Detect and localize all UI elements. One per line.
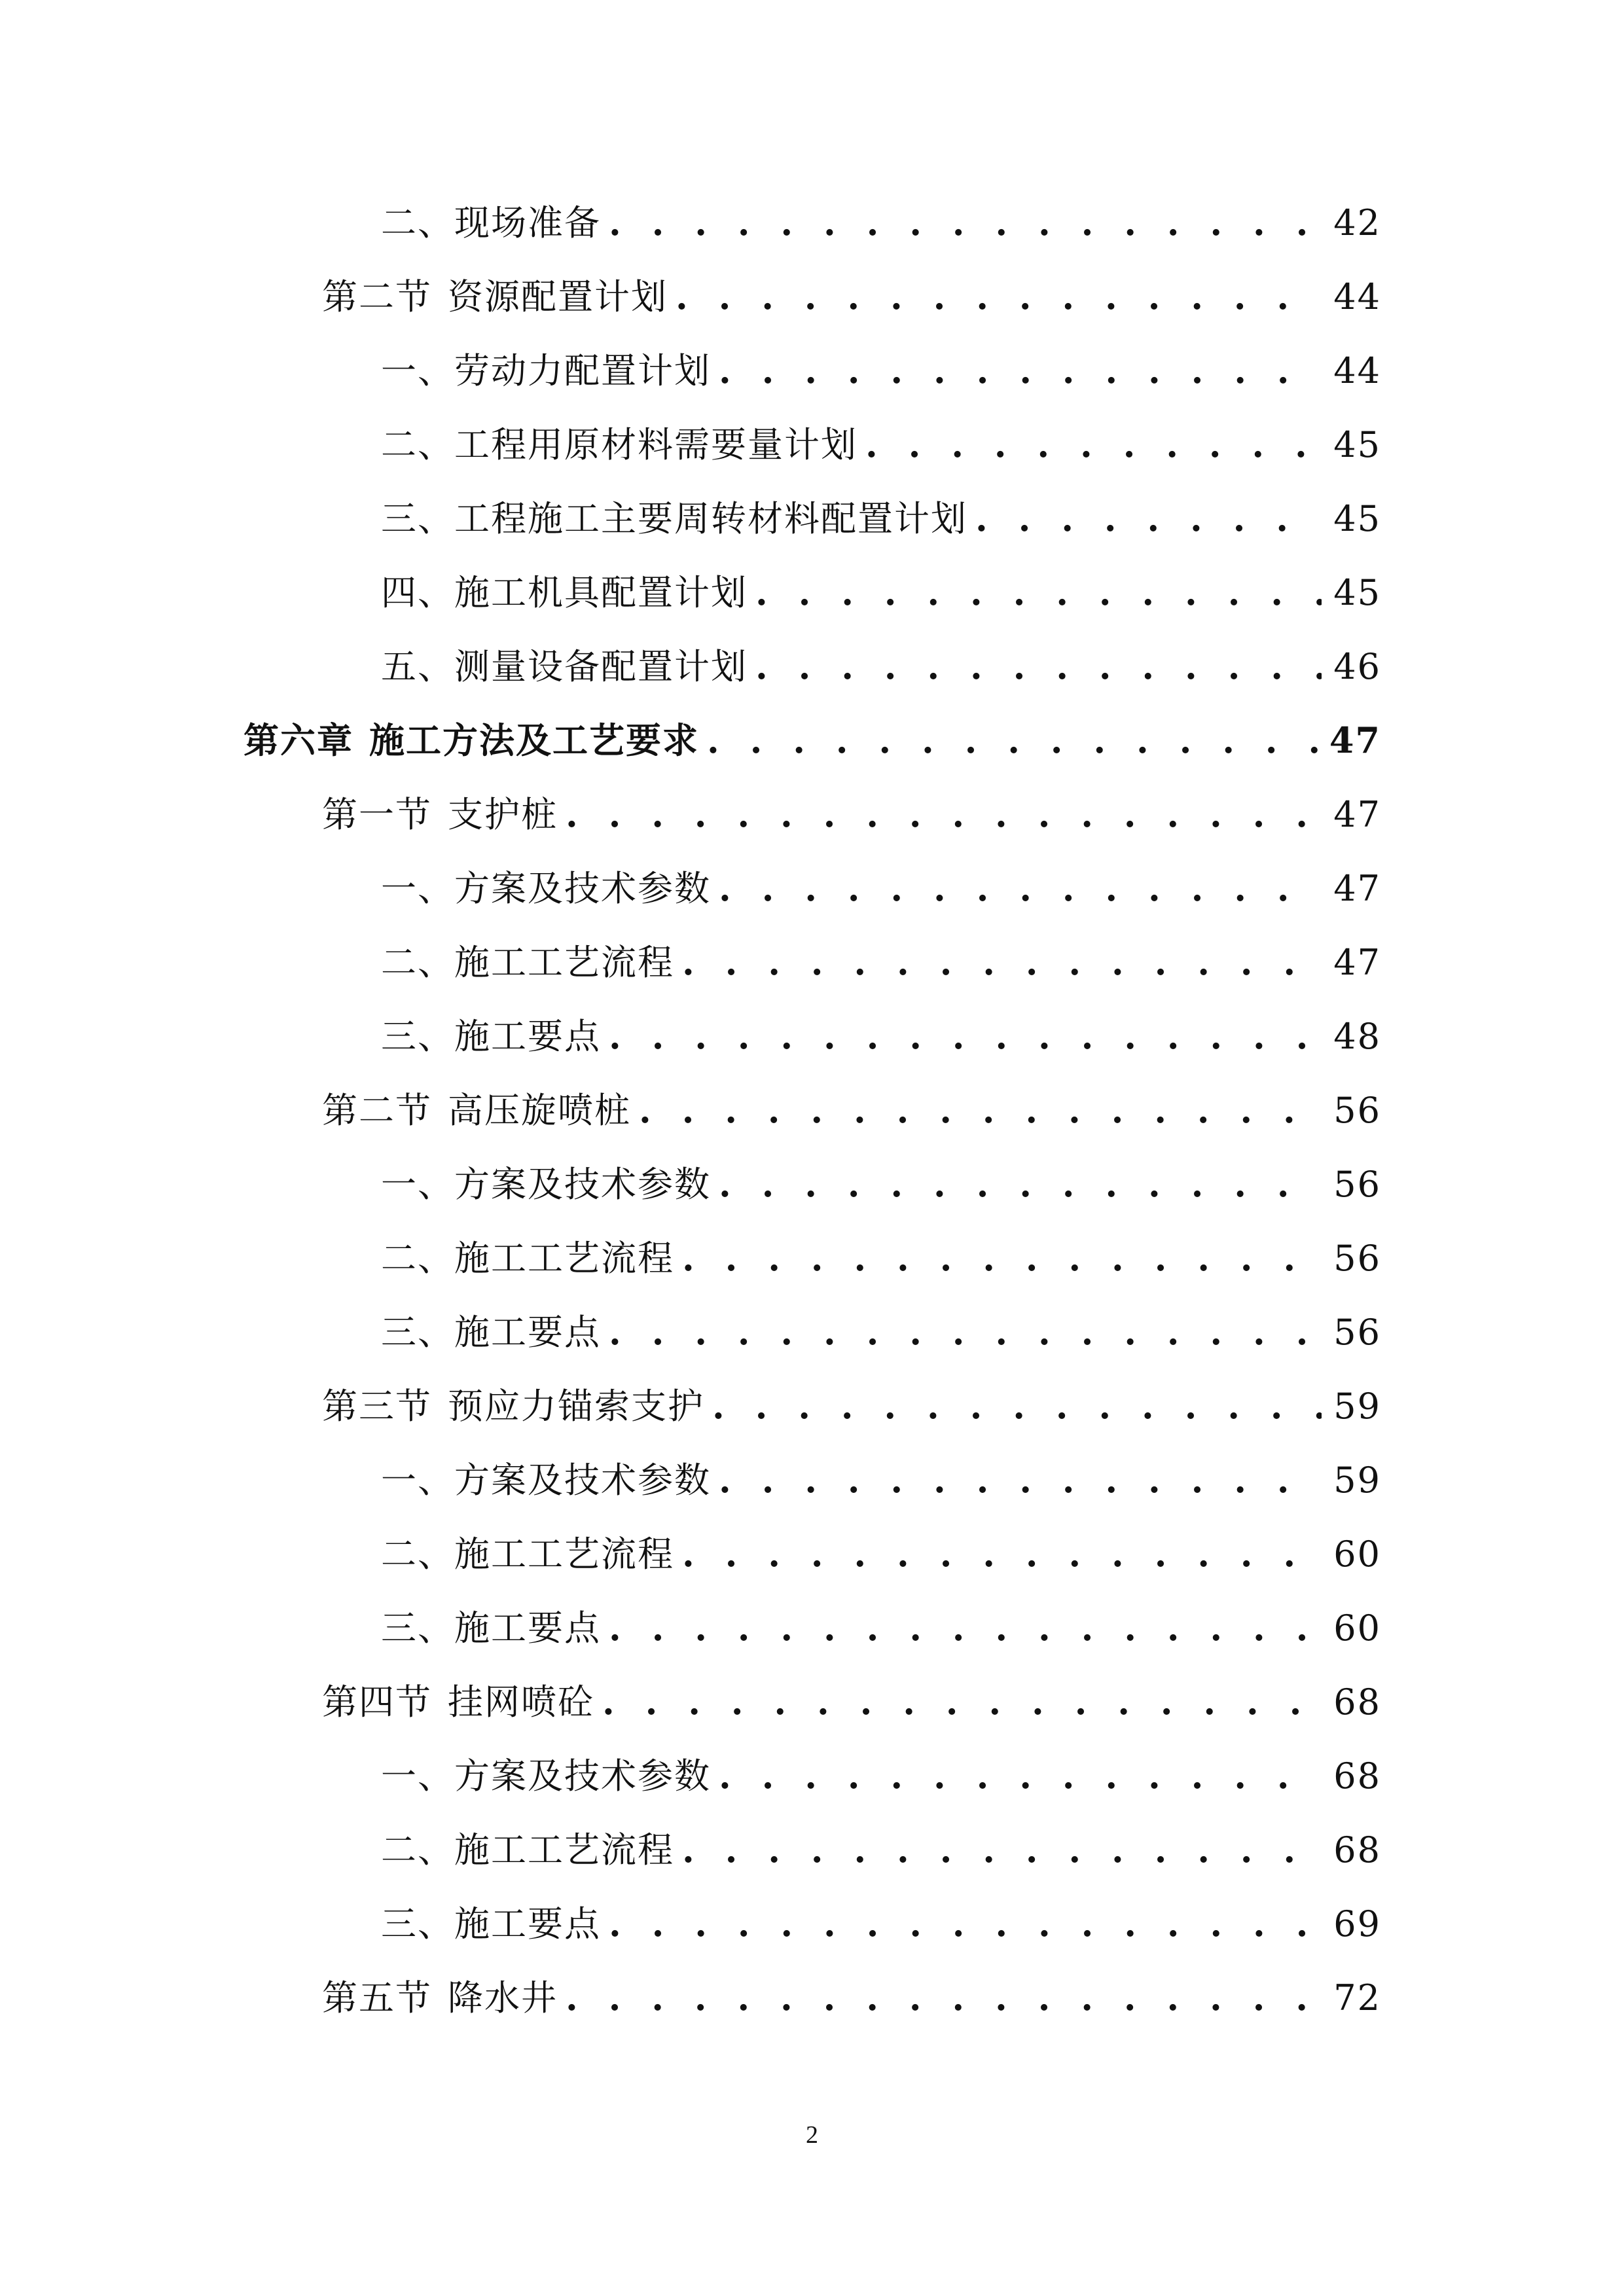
toc-entry-page-number: 48	[1333, 1016, 1381, 1057]
toc-entry-title: 方案及技术参数	[454, 1460, 711, 1501]
toc-entry-title: 施工方法及工艺要求	[369, 719, 699, 761]
toc-dot-leader	[566, 1971, 1322, 2024]
toc-dot-leader	[676, 270, 1322, 323]
toc-dot-leader	[719, 862, 1322, 914]
toc-entry-prefix: 第二节	[322, 1090, 432, 1131]
toc-entry-title: 预应力锚索支护	[448, 1386, 704, 1427]
toc-entry-prefix: 第六章	[244, 719, 353, 761]
toc-dot-leader	[609, 1897, 1322, 1950]
toc-entry-title: 降水井	[448, 1977, 558, 2018]
toc-entry-page-number: 59	[1333, 1460, 1381, 1501]
page-number: 2	[806, 2121, 818, 2149]
toc-entry-prefix: 三、	[381, 1607, 454, 1649]
toc-entry-prefix: 第五节	[322, 1977, 432, 2018]
toc-entry-page-number: 56	[1333, 1164, 1381, 1205]
toc-entry-page-number: 60	[1333, 1534, 1381, 1575]
toc-entry-page-number: 69	[1333, 1903, 1381, 1945]
toc-entry[interactable]	[381, 196, 1381, 249]
toc-dot-leader	[719, 1749, 1322, 1802]
toc-dot-leader	[719, 344, 1322, 397]
toc-entry[interactable]	[244, 714, 1381, 766]
toc-entry-title: 工程施工主要周转材料配置计划	[454, 498, 967, 539]
toc-entry[interactable]	[381, 1897, 1381, 1950]
toc-entry-page-number: 60	[1333, 1607, 1381, 1649]
toc-entry-title: 施工工艺流程	[454, 1829, 674, 1871]
toc-entry-page-number: 45	[1333, 572, 1381, 613]
toc-entry[interactable]	[381, 640, 1381, 692]
toc-entry-title: 施工要点	[454, 1016, 601, 1057]
toc-entry-title: 高压旋喷桩	[448, 1090, 631, 1131]
toc-dot-leader	[682, 1528, 1322, 1580]
toc-entry-page-number: 59	[1333, 1386, 1381, 1427]
toc-entry-prefix: 一、	[381, 1755, 454, 1797]
toc-entry-prefix: 第一节	[322, 794, 432, 835]
toc-entry-page-number: 47	[1333, 942, 1381, 983]
toc-dot-leader	[712, 1380, 1322, 1432]
toc-entry-prefix: 一、	[381, 1460, 454, 1501]
toc-entry[interactable]	[381, 1158, 1381, 1210]
toc-entry-prefix: 三、	[381, 498, 454, 539]
toc-dot-leader	[719, 1158, 1322, 1210]
toc-entry[interactable]	[381, 862, 1381, 914]
toc-entry-title: 施工要点	[454, 1312, 601, 1353]
toc-entry[interactable]	[381, 418, 1381, 471]
toc-entry-title: 测量设备配置计划	[454, 646, 748, 687]
toc-entry-title: 施工工艺流程	[454, 1534, 674, 1575]
toc-entry-prefix: 二、	[381, 942, 454, 983]
toc-entry-title: 方案及技术参数	[454, 1164, 711, 1205]
toc-entry-page-number: 42	[1333, 202, 1381, 243]
toc-entry[interactable]	[381, 1454, 1381, 1506]
toc-entry[interactable]	[381, 1528, 1381, 1580]
toc-dot-leader	[755, 566, 1322, 619]
toc-entry-prefix: 第三节	[322, 1386, 432, 1427]
toc-entry[interactable]	[322, 270, 1381, 323]
toc-dot-leader	[865, 418, 1322, 471]
toc-entry-page-number: 45	[1333, 498, 1381, 539]
toc-entry-prefix: 二、	[381, 202, 454, 243]
toc-entry-prefix: 一、	[381, 350, 454, 391]
toc-entry-page-number: 68	[1333, 1829, 1381, 1871]
toc-entry-page-number: 45	[1333, 424, 1381, 465]
toc-entry-title: 现场准备	[454, 202, 601, 243]
toc-entry-prefix: 三、	[381, 1903, 454, 1945]
toc-entry-prefix: 二、	[381, 424, 454, 465]
toc-entry-prefix: 三、	[381, 1016, 454, 1057]
toc-entry-page-number: 68	[1333, 1681, 1381, 1723]
toc-dot-leader	[602, 1676, 1322, 1728]
toc-entry-title: 工程用原材料需要量计划	[454, 424, 857, 465]
toc-entry-title: 支护桩	[448, 794, 558, 835]
toc-entry-prefix: 一、	[381, 1164, 454, 1205]
toc-entry-page-number: 47	[1329, 719, 1381, 761]
toc-entry[interactable]	[322, 788, 1381, 840]
toc-dot-leader	[609, 196, 1322, 249]
toc-entry-title: 方案及技术参数	[454, 868, 711, 909]
toc-entry-page-number: 68	[1333, 1755, 1381, 1797]
toc-entry-title: 施工工艺流程	[454, 1238, 674, 1279]
toc-entry[interactable]	[381, 1306, 1381, 1358]
toc-dot-leader	[609, 1602, 1322, 1654]
toc-entry-page-number: 47	[1333, 868, 1381, 909]
toc-entry-page-number: 44	[1333, 350, 1381, 391]
toc-dot-leader	[682, 1823, 1322, 1876]
toc-entry-prefix: 三、	[381, 1312, 454, 1353]
toc-entry-prefix: 一、	[381, 868, 454, 909]
toc-dot-leader	[609, 1306, 1322, 1358]
toc-entry[interactable]	[381, 1749, 1381, 1802]
toc-entry-title: 施工要点	[454, 1903, 601, 1945]
toc-entry-title: 劳动力配置计划	[454, 350, 711, 391]
toc-entry-title: 施工要点	[454, 1607, 601, 1649]
toc-entry-title: 方案及技术参数	[454, 1755, 711, 1797]
toc-entry[interactable]	[381, 344, 1381, 397]
toc-entry[interactable]	[381, 492, 1381, 545]
toc-dot-leader	[755, 640, 1322, 692]
toc-entry-prefix: 二、	[381, 1534, 454, 1575]
toc-entry-title: 挂网喷砼	[448, 1681, 594, 1723]
toc-entry[interactable]	[381, 1232, 1381, 1284]
toc-entry[interactable]	[381, 1010, 1381, 1062]
toc-entry-title: 施工工艺流程	[454, 942, 674, 983]
toc-entry-page-number: 47	[1333, 794, 1381, 835]
toc-entry-prefix: 二、	[381, 1829, 454, 1871]
toc-entry-prefix: 第二节	[322, 276, 432, 317]
toc-entry-page-number: 44	[1333, 276, 1381, 317]
toc-entry-prefix: 四、	[381, 572, 454, 613]
toc-entry[interactable]	[381, 1602, 1381, 1654]
toc-dot-leader	[719, 1454, 1322, 1506]
toc-entry-title: 资源配置计划	[448, 276, 668, 317]
toc-entry-page-number: 46	[1333, 646, 1381, 687]
toc-entry[interactable]	[381, 936, 1381, 988]
toc-dot-leader	[707, 714, 1318, 766]
toc-entry[interactable]	[322, 1084, 1381, 1136]
toc-entry-page-number: 56	[1333, 1312, 1381, 1353]
toc-entry[interactable]	[322, 1676, 1381, 1728]
toc-dot-leader	[566, 788, 1322, 840]
toc-entry[interactable]	[322, 1971, 1381, 2024]
toc-dot-leader	[639, 1084, 1322, 1136]
toc-entry-prefix: 五、	[381, 646, 454, 687]
toc-dot-leader	[682, 936, 1322, 988]
toc-entry-prefix: 第四节	[322, 1681, 432, 1723]
toc-entry-title: 施工机具配置计划	[454, 572, 748, 613]
toc-entry-page-number: 72	[1333, 1977, 1381, 2018]
toc-dot-leader	[682, 1232, 1322, 1284]
toc-entry-page-number: 56	[1333, 1238, 1381, 1279]
toc-entry[interactable]	[322, 1380, 1381, 1432]
toc-entry-prefix: 二、	[381, 1238, 454, 1279]
toc-dot-leader	[975, 492, 1322, 545]
toc-entry[interactable]	[381, 566, 1381, 619]
toc-entry-page-number: 56	[1333, 1090, 1381, 1131]
toc-dot-leader	[609, 1010, 1322, 1062]
toc-entry[interactable]	[381, 1823, 1381, 1876]
